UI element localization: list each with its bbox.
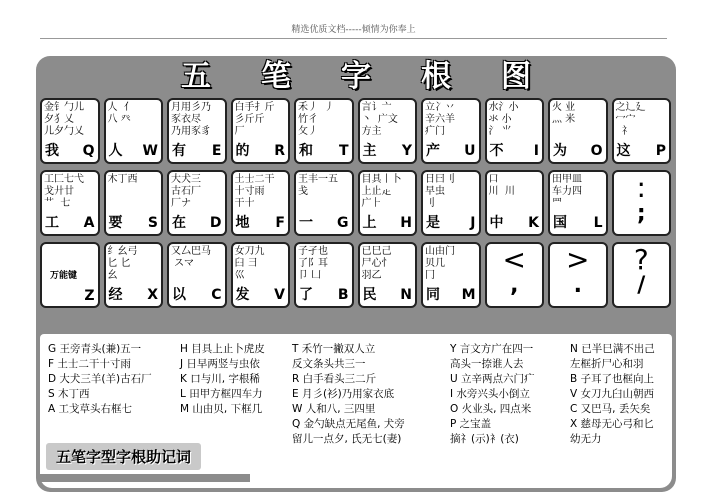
key-roots: 已巳己 尸心忄 羽乙 (361, 246, 392, 281)
key-shift-symbol: : (636, 171, 646, 204)
key-punct[interactable] (548, 242, 608, 308)
mnemonic-line: M 山由贝, 下框几 (180, 403, 263, 415)
key-letter: B (337, 287, 349, 303)
key-o[interactable] (548, 98, 608, 164)
key-letter: K (528, 215, 539, 231)
key-char: 不 (489, 143, 504, 159)
mnemonic-line: A 工戈草头右框七 (48, 403, 133, 415)
mnemonic-panel (40, 334, 672, 488)
key-m[interactable] (421, 242, 481, 308)
key-bottom (363, 284, 413, 304)
title-char: 字 (341, 59, 371, 94)
key-bottom (553, 212, 603, 232)
key-symbol: / (637, 273, 646, 298)
key-x[interactable] (104, 242, 164, 308)
key-letter: C (211, 287, 222, 303)
key-roots: 大犬三 古石厂 厂ナ (171, 174, 201, 209)
key-bottom (299, 284, 349, 304)
mnemonic-line: V 女刀九臼山朝西 (570, 388, 655, 400)
key-char: 有 (172, 143, 186, 159)
key-shift-symbol: > (566, 243, 590, 276)
key-bottom (45, 140, 95, 160)
title-char: 图 (501, 59, 531, 94)
key-char: 经 (108, 287, 123, 303)
key-p[interactable] (612, 98, 672, 164)
key-u[interactable] (421, 98, 481, 164)
key-char: 在 (172, 215, 186, 231)
mnemonic-line: 幼无力 (570, 433, 602, 445)
key-bottom (109, 140, 159, 160)
key-punct[interactable] (612, 242, 672, 308)
key-roots: 工匚七弋 戈廾廿 艹 七 (44, 174, 84, 209)
key-letter: G (337, 215, 349, 231)
key-letter: U (464, 143, 476, 159)
key-bottom (490, 212, 540, 232)
mnemonic-line: J 日早两竖与虫依 (180, 358, 260, 370)
key-l[interactable] (548, 170, 608, 236)
key-c[interactable] (167, 242, 227, 308)
key-roots: 田甲皿 车力四 罒 (552, 174, 582, 209)
mnemonic-line: 摘礻(示)衤(衣) (450, 433, 519, 445)
key-letter: J (470, 215, 476, 231)
key-bottom (490, 140, 540, 160)
key-char: 工 (45, 215, 59, 231)
key-j[interactable] (421, 170, 481, 236)
key-letter: Z (84, 288, 95, 304)
header-note: 精选优质文档-----倾情为你奉上 (291, 25, 416, 35)
mnemonic-line: O 火业头, 四点米 (450, 403, 532, 415)
key-char: 是 (426, 215, 440, 231)
mnemonic-line: H 目具上止卜虎皮 (180, 343, 265, 355)
key-punct[interactable] (612, 170, 672, 236)
key-roots: 木丁西 (107, 174, 138, 185)
key-bottom (109, 284, 159, 304)
key-letter: P (655, 143, 666, 159)
mnemonic-line: I 水旁兴头小倒立 (450, 388, 530, 400)
key-char: 地 (235, 215, 250, 231)
mnemonic-column (450, 342, 535, 447)
key-symbol: ; (636, 201, 646, 226)
key-s[interactable] (104, 170, 164, 236)
key-b[interactable] (294, 242, 354, 308)
key-row (40, 98, 672, 164)
mnemonic-line: T 禾竹一撇双人立 (292, 343, 376, 355)
key-symbol: , (510, 273, 519, 298)
key-char: 要 (108, 215, 123, 231)
mnemonic-line: Q 金勺缺点无尾鱼, 犬旁 (292, 418, 405, 430)
mnemonic-line: 高头一捺谁人去 (450, 358, 524, 370)
key-a[interactable] (40, 170, 100, 236)
key-bottom (172, 212, 222, 232)
key-roots: 白手扌斤 彡斤斤 厂 (234, 102, 275, 137)
key-roots: 水氵小 氺 小 氵 ⺌ (488, 102, 519, 137)
mnemonic-line: S 木丁西 (48, 388, 90, 400)
key-char: 产 (426, 143, 440, 159)
key-letter: M (461, 287, 476, 303)
key-letter: H (400, 215, 412, 231)
key-bottom (236, 284, 286, 304)
key-roots: 火 业 灬 米 (552, 102, 576, 125)
mnemonic-line: F 土士二干十寸雨 (48, 358, 131, 370)
mnemonic-line: W 人和八, 三四里 (292, 403, 376, 415)
key-letter: I (533, 143, 539, 159)
key-letter: L (593, 215, 603, 231)
mnemonic-line: K 口与川, 字根稀 (180, 373, 260, 385)
key-symbol: . (573, 273, 582, 298)
key-roots: 目具丨卜 上止龰 广⺊ (361, 174, 402, 209)
key-punct[interactable] (485, 242, 545, 308)
key-letter: O (590, 143, 603, 159)
key-letter: S (147, 215, 158, 231)
key-g[interactable] (294, 170, 354, 236)
key-char: 一 (299, 215, 313, 231)
key-letter: X (147, 287, 158, 303)
key-char: 我 (45, 143, 59, 159)
mnemonic-line: C 又巴马, 丢矢矣 (570, 403, 651, 415)
key-char: 了 (299, 287, 313, 303)
mnemonic-line: R 白手看头三二斤 (292, 373, 377, 385)
key-roots: 立冫丷 辛六羊 疒门 (425, 102, 455, 137)
key-letter: Y (401, 143, 412, 159)
key-q[interactable] (40, 98, 100, 164)
key-char: 上 (362, 215, 377, 231)
wubi-chart-board (36, 56, 676, 492)
key-char: 中 (489, 215, 504, 231)
key-row (40, 170, 672, 236)
key-letter: E (211, 143, 222, 159)
key-i[interactable] (485, 98, 545, 164)
key-roots: 王丰一五 戋 (298, 174, 338, 197)
key-char: 同 (426, 287, 440, 303)
key-roots: 人 亻 八 癶 (107, 102, 134, 125)
key-letter: R (274, 143, 285, 159)
mnemonic-line: 反文条头共三一 (292, 358, 366, 370)
key-bottom (236, 212, 286, 232)
mnemonic-title: 五笔字型字根助记词 (46, 443, 201, 470)
title-char: 五 (181, 59, 211, 94)
mnemonic-line: B 子耳了也框向上 (570, 373, 655, 385)
key-bottom (553, 140, 603, 160)
key-char: 国 (553, 215, 567, 231)
key-char: 这 (616, 143, 631, 159)
key-char: 为 (553, 143, 567, 159)
key-w[interactable] (104, 98, 164, 164)
key-roots: 土士二干 十寸雨 干十 (234, 174, 275, 209)
key-roots: 山由门 贝几 冂 (425, 246, 455, 281)
mnemonic-line: E 月彡(衫)乃用家衣底 (292, 388, 395, 400)
key-letter: W (142, 143, 158, 159)
key-bottom (45, 212, 95, 232)
key-bottom (426, 212, 476, 232)
key-shift-symbol: < (502, 243, 526, 276)
mnemonic-line: 留儿一点夕, 氏无七(妻) (292, 433, 402, 445)
key-bottom (426, 140, 476, 160)
key-bottom (617, 140, 667, 160)
key-roots: 言讠亠 丶 广文 方主 (361, 102, 398, 137)
key-bottom (45, 288, 95, 304)
key-bottom (363, 212, 413, 232)
mnemonic-column (292, 342, 405, 447)
key-letter: V (274, 287, 285, 303)
key-bottom (172, 284, 222, 304)
key-char: 的 (235, 143, 250, 159)
keyboard-layout (40, 98, 672, 314)
key-char: 以 (172, 287, 186, 303)
key-roots: 又厶巴马 スマ (171, 246, 211, 269)
key-roots: 子孑也 了阝耳 卩 凵 (298, 246, 328, 281)
title-char: 笔 (261, 59, 291, 94)
key-roots: 金钅勹儿 夕犭乂 儿夕勹乂 (44, 102, 84, 137)
key-roots: 口 川 川 (488, 174, 515, 197)
key-bottom (426, 284, 476, 304)
mnemonic-line: X 慈母无心弓和匕 (570, 418, 655, 430)
key-y[interactable] (358, 98, 418, 164)
mnemonic-line: N 已半巳满不出己 (570, 343, 655, 355)
mnemonic-title-bar (40, 474, 250, 482)
key-f[interactable] (231, 170, 291, 236)
key-k[interactable] (485, 170, 545, 236)
key-z[interactable] (40, 242, 100, 308)
header-divider (40, 38, 667, 39)
key-bottom (299, 212, 349, 232)
key-shift-symbol: ? (633, 243, 649, 276)
mnemonic-column (48, 342, 152, 417)
key-letter: T (338, 143, 349, 159)
mnemonic-column (180, 342, 265, 417)
key-char: 发 (235, 287, 250, 303)
key-letter: F (275, 215, 285, 231)
mnemonic-column (570, 342, 655, 447)
key-e[interactable] (167, 98, 227, 164)
key-roots: 之辶廴 冖宀 礻 (615, 102, 646, 137)
key-v[interactable] (231, 242, 291, 308)
key-char: 民 (362, 287, 377, 303)
key-char: 主 (362, 143, 377, 159)
key-letter: N (400, 287, 412, 303)
title-char: 根 (421, 59, 451, 94)
key-char: 人 (108, 143, 123, 159)
mnemonic-line: G 王旁青头(兼)五一 (48, 343, 142, 355)
key-roots: 禾丿 丿 竹彳 攵丿 (298, 102, 335, 137)
key-bottom (363, 140, 413, 160)
mnemonic-line: L 田甲方框四车力 (180, 388, 263, 400)
key-roots: 纟幺弓 匕 匕 幺 (107, 246, 138, 281)
key-roots: 月用彡乃 豕衣尽 乃用豕豸 (171, 102, 211, 137)
mnemonic-line: P 之宝盖 (450, 418, 492, 430)
key-roots: 女刀九 臼 彐 巛 (234, 246, 265, 281)
mnemonic-line: U 立辛两点六门疒 (450, 373, 535, 385)
key-t[interactable] (294, 98, 354, 164)
mnemonic-line: 左框折尸心和羽 (570, 358, 644, 370)
chart-title (36, 58, 676, 96)
mnemonic-line: D 大犬三羊(羊)古石厂 (48, 373, 152, 385)
key-char: 和 (299, 143, 313, 159)
key-bottom (236, 140, 286, 160)
key-letter: D (209, 215, 222, 231)
key-letter: A (83, 215, 95, 231)
key-letter: Q (82, 143, 95, 159)
key-d[interactable] (167, 170, 227, 236)
key-row (40, 242, 672, 308)
key-r[interactable] (231, 98, 291, 164)
key-roots: 日曰刂 早虫 刂 (425, 174, 455, 209)
key-bottom (172, 140, 222, 160)
mnemonic-line: Y 言文方广在四一 (450, 343, 534, 355)
key-universal-label: 万能键 (50, 271, 78, 281)
key-bottom (109, 212, 159, 232)
key-n[interactable] (358, 242, 418, 308)
key-h[interactable] (358, 170, 418, 236)
key-bottom (299, 140, 349, 160)
